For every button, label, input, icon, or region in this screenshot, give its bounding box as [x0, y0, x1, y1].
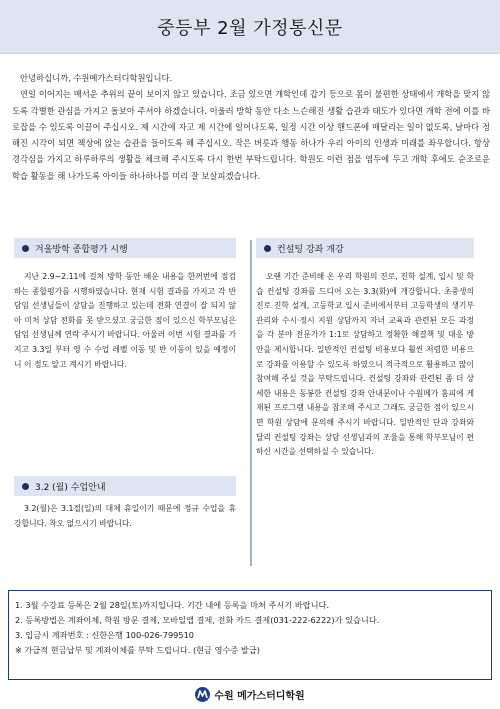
intro-body-text: 연일 이어지는 매서운 추위의 끝이 보이지 않고 있습니다. 조금 있으면 개학인데 갑기 등으로 몸이 불편한 상태에서 개학을 맞지 않도록 각별한 관심을 가지고 돌보아 주셔야 하겠습니다. 이울러 방학 동안 다소 느슨해진 생활 습관과 태도가 있다면 개학 전에 이를 바로잡을 수 있도록 이끌어 주십시오. 제 시간에 자고 제 시간에 일어나도록, 일정 시간 이상 핸드폰에 매달리는 일이 없도록, 날마다 정해진 시각이 되면 책상에 앉는 습관을 들이도록 해 주십시오. 작은 버릇과 행동 하나가 우리 아이의 인생과 미래를 좌우합니다. 항상 경각심을 가지고 하루하루의 생활을 체크해 주시도록 다시 한번 부탁드립니다. 학원도 이런 점을 염두에 두고 개학 후에도 순조로운 학습 활동을 해 나가도록 아이들 하나하나를 미리 잘 보살피겠습니다.	[12, 89, 490, 181]
section-text-holiday: 3.2(월)은 3.1절(일)의 대체 휴일이기 때문에 정규 수업을 휴강합니다. 착오 없으시기 바랍니다.	[14, 504, 236, 528]
bullet-icon	[22, 245, 29, 252]
notice-line: 1. 3월 수강료 등록은 2월 28일(토)까지입니다. 기간 내에 등록을 마쳐 주시기 바랍니다.	[15, 600, 330, 610]
section-title-holiday-label: 3.2 (월) 수업안내	[35, 482, 106, 493]
academy-logo-icon	[195, 687, 210, 702]
section-title-evaluation	[14, 238, 236, 258]
bullet-icon	[264, 245, 271, 252]
header-banner	[0, 0, 500, 54]
section-title-consulting	[256, 238, 474, 258]
intro-letter	[12, 70, 490, 184]
section-title-holiday	[14, 476, 236, 496]
notice-line: 2. 등록방법은 계좌이체, 학원 방문 결제, 모바일앱 결제, 전화 카드 결제(031-222-6222)가 있습니다.	[15, 615, 380, 625]
section-text-consulting: 오랜 기간 준비해 온 우리 학원의 진로, 진학 설계, 입시 및 학습 컨설팅 강좌를 드디어 오는 3.3(화)에 개강합니다. 초중생의 진로 진학 설계, 고등학교 입시 준비에서부터 고등학생의 생기부 관리와 수시·정시 지원 상담까지 자녀 교육과 관련된 모든 과정을 각 분야 전문가가 1:1로 상담하고 정확한 해결책 및 대응 방안을 제시합니다. 일반적인 컨설팅 비용보다 훨씬 저렴한 비용으로 강좌를 이용할 수 있도록 하였으니 적극적으로 활용하고 많이 참여해 주실 것을 부탁드립니다. 컨설팅 강좌와 관련된 좀 더 상세한 내용은 동봉한 컨설팅 강좌 안내문이나 수원메가 홈피에 게재된 프로그램 내용을 참조해 주시고 그래도 궁금한 점이 있으시면 학원 상담에 문의해 주시기 바랍니다. 일반적인 단과 강좌와 달리 컨설팅 강좌는 상담 선생님과의 조율을 통해 학부모님이 편하신 시간을 선택하실 수 있습니다.	[256, 272, 474, 457]
footer-logo	[0, 683, 500, 705]
section-title-consulting-label: 컨설팅 강좌 개강	[277, 244, 344, 255]
column-divider	[250, 240, 252, 566]
academy-name: 수원 메가스터디학원	[214, 690, 305, 702]
bullet-icon	[22, 483, 29, 490]
notice-line: 3. 입금시 계좌번호 : 신한은행 100-026-799510	[15, 630, 195, 640]
section-text-evaluation: 지난 2.9~2.11에 걸쳐 방학 동안 배운 내용을 한꺼번에 점검하는 종합평가를 시행하였습니다. 현재 시험 결과를 가지고 각 반 담임 선생님들이 상담을 진행하고 있는데 전화 연결이 잘 되지 않아 미처 상담 전화를 못 받으셨고 궁금한 점이 있으신 학부모님은 담임 선생님께 연락 주시기 바랍니다. 아울러 이번 시험 결과를 가지고 3.3일 부터 영 수 수업 레벨 이동 및 반 이동이 있을 예정이니 이 점도 알고 계시기 바랍니다.	[14, 272, 236, 369]
page-title: 중등부 2월 가정통신문	[157, 17, 343, 39]
notice-line: ※ 가급적 현금납부 및 계좌이체를 부탁 드립니다. (현금 영수증 발급)	[15, 645, 260, 655]
greeting-text: 안녕하십니까, 수원메가스터디학원입니다.	[20, 73, 173, 83]
notice-box	[8, 590, 492, 680]
section-title-evaluation-label: 겨울방학 종합평가 시행	[35, 244, 128, 255]
